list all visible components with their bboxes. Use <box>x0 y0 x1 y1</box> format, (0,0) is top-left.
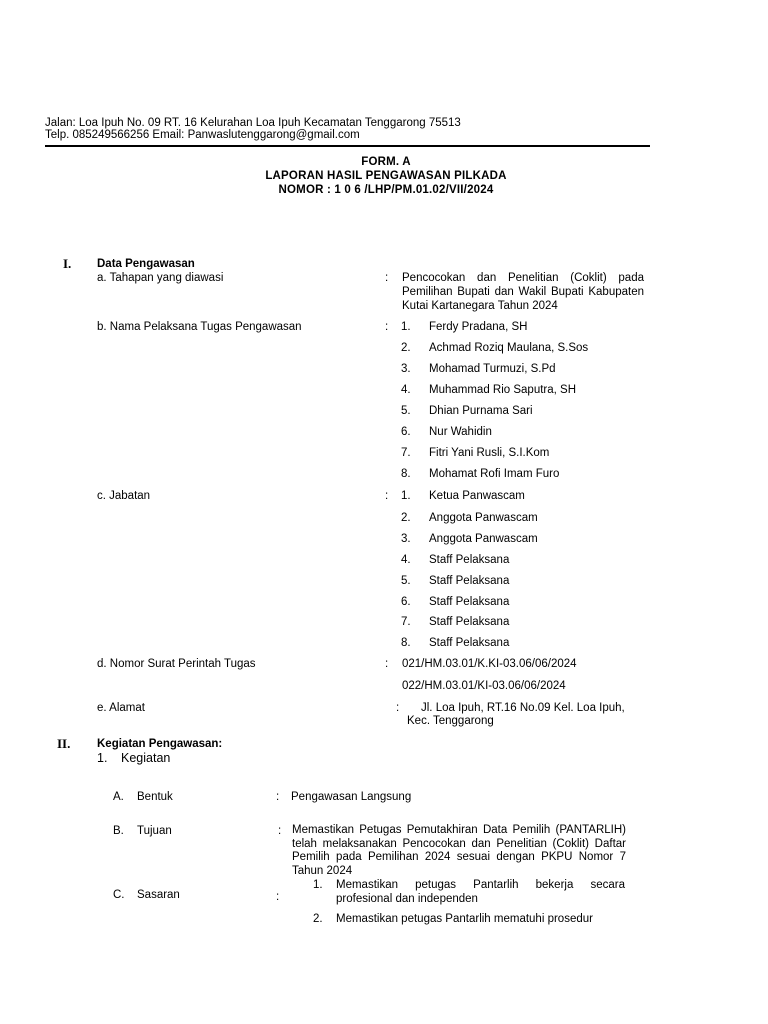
jabatan-number: 5. <box>401 575 411 587</box>
pelaksana-number: 4. <box>401 384 411 396</box>
sasaran-number: 2. <box>313 913 323 925</box>
pelaksana-number: 6. <box>401 426 411 438</box>
jabatan-number: 4. <box>401 554 411 566</box>
pelaksana-number: 3. <box>401 363 411 375</box>
bentuk-colon: : <box>276 791 280 803</box>
sasaran-item: Memastikan petugas Pantarlih bekerja secara profesional dan independen <box>336 879 625 905</box>
bentuk-letter: A. <box>113 791 124 803</box>
bentuk-value: Pengawasan Langsung <box>291 791 412 803</box>
jabatan-title: Staff Pelaksana <box>429 554 510 566</box>
tahapan-label: a. Tahapan yang diawasi <box>97 272 224 284</box>
sasaran-letter: C. <box>113 889 125 901</box>
tujuan-colon: : <box>278 825 282 837</box>
jabatan-title: Staff Pelaksana <box>429 575 510 587</box>
kegiatan-number: 1. <box>97 751 108 765</box>
jabatan-title: Ketua Panwascam <box>429 490 525 502</box>
pelaksana-name: Mohamad Turmuzi, S.Pd <box>429 363 556 375</box>
sasaran-number: 1. <box>313 879 323 891</box>
alamat-line-2: Kec. Tenggarong <box>407 715 494 727</box>
report-number: NOMOR : 1 0 6 /LHP/PM.01.02/VII/2024 <box>278 184 494 196</box>
jabatan-number: 6. <box>401 596 411 608</box>
pelaksana-name: Nur Wahidin <box>429 426 492 438</box>
jabatan-label: c. Jabatan <box>97 490 151 502</box>
jabatan-number: 1. <box>401 490 411 502</box>
bentuk-label: Bentuk <box>137 791 173 803</box>
sasaran-item: Memastikan petugas Pantarlih mematuhi prosedur <box>336 913 593 925</box>
jabatan-colon: : <box>385 490 389 502</box>
jabatan-title: Staff Pelaksana <box>429 616 510 628</box>
alamat-label: e. Alamat <box>97 702 145 714</box>
section-1-heading: Data Pengawasan <box>97 258 195 270</box>
tujuan-label: Tujuan <box>137 825 172 837</box>
pelaksana-name: Ferdy Pradana, SH <box>429 321 528 333</box>
nomor-surat-value: 021/HM.03.01/K.KI-03.06/06/2024 <box>402 658 577 670</box>
jabatan-title: Anggota Panwascam <box>429 512 538 524</box>
pelaksana-name: Mohamat Rofi Imam Furo <box>429 468 560 480</box>
pelaksana-name: Muhammad Rio Saputra, SH <box>429 384 577 396</box>
pelaksana-number: 8. <box>401 468 411 480</box>
pelaksana-colon: : <box>385 321 389 333</box>
jabatan-number: 2. <box>401 512 411 524</box>
jabatan-number: 7. <box>401 616 411 628</box>
nomor-surat-colon: : <box>385 658 389 670</box>
alamat-colon: : <box>396 702 400 714</box>
form-label: FORM. A <box>361 156 411 168</box>
report-title: LAPORAN HASIL PENGAWASAN PILKADA <box>265 170 507 182</box>
kegiatan-label: Kegiatan <box>121 751 171 765</box>
jabatan-title: Anggota Panwascam <box>429 533 538 545</box>
pelaksana-number: 2. <box>401 342 411 354</box>
header-divider <box>45 145 650 147</box>
jabatan-title: Staff Pelaksana <box>429 637 510 649</box>
pelaksana-label: b. Nama Pelaksana Tugas Pengawasan <box>97 321 302 333</box>
pelaksana-number: 1. <box>401 321 411 333</box>
nomor-surat-label: d. Nomor Surat Perintah Tugas <box>97 658 256 670</box>
section-2-heading: Kegiatan Pengawasan: <box>97 738 223 750</box>
pelaksana-number: 7. <box>401 447 411 459</box>
jabatan-title: Staff Pelaksana <box>429 596 510 608</box>
section-1-numeral: I. <box>63 256 72 271</box>
pelaksana-name: Achmad Roziq Maulana, S.Sos <box>429 342 589 354</box>
letterhead-address: Jalan: Loa Ipuh No. 09 RT. 16 Kelurahan Loa Ipuh Kecamatan Tenggarong 75513 <box>45 117 461 129</box>
jabatan-number: 8. <box>401 637 411 649</box>
sasaran-label: Sasaran <box>137 889 180 901</box>
pelaksana-name: Dhian Purnama Sari <box>429 405 533 417</box>
letterhead-contact: Telp. 085249566256 Email: Panwaslutenggarong@gmail.com <box>45 129 360 141</box>
section-2-numeral: II. <box>57 736 71 751</box>
pelaksana-number: 5. <box>401 405 411 417</box>
nomor-surat-value: 022/HM.03.01/KI-03.06/06/2024 <box>402 680 566 692</box>
pelaksana-name: Fitri Yani Rusli, S.I.Kom <box>429 447 550 459</box>
jabatan-number: 3. <box>401 533 411 545</box>
tujuan-value: Memastikan Petugas Pemutakhiran Data Pemilih (PANTARLIH) telah melaksanakan Pencocokan dan Penelitian (Coklit) Daftar Pemilih pada Pemilihan 2024 sesuai dengan PKPU Nomor 7 Tahun 2024 <box>292 824 626 877</box>
tujuan-letter: B. <box>113 825 124 837</box>
tahapan-colon: : <box>385 272 389 284</box>
alamat-line-1: Jl. Loa Ipuh, RT.16 No.09 Kel. Loa Ipuh, <box>421 702 625 714</box>
sasaran-colon: : <box>276 891 280 903</box>
tahapan-value: Pencocokan dan Penelitian (Coklit) pada Pemilihan Bupati dan Wakil Bupati Kabupaten Kutai Kartanegara Tahun 2024 <box>402 272 644 312</box>
